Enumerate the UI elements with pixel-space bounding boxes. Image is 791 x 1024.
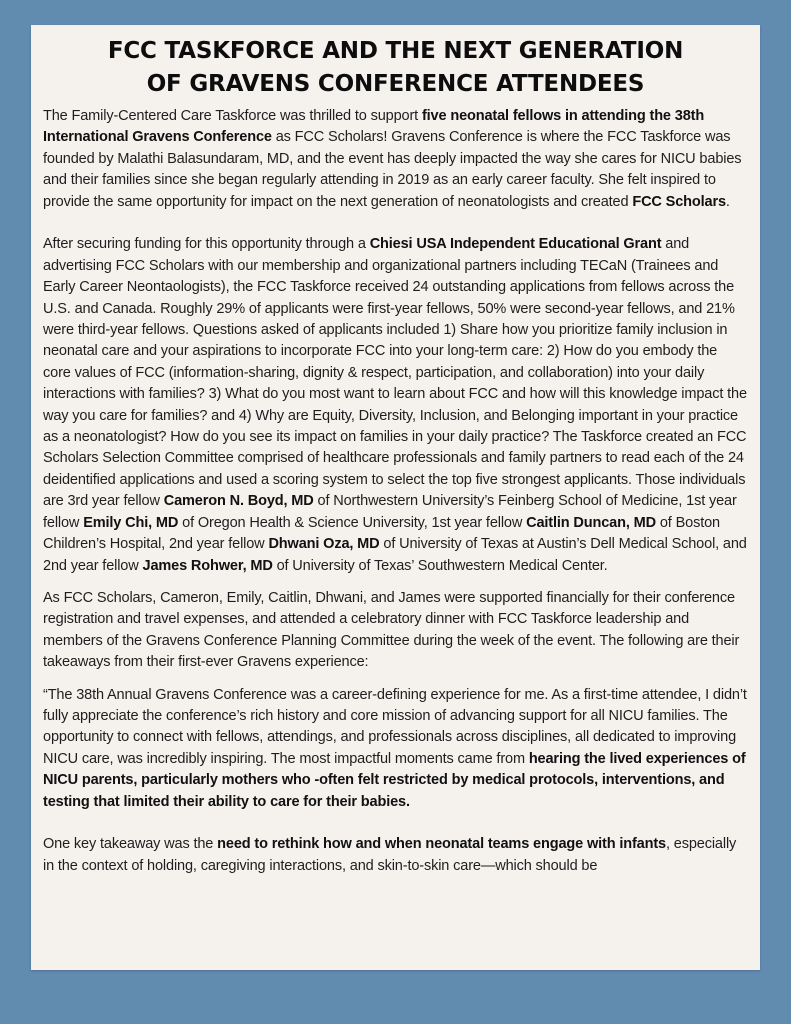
bold-text: James Rohwer, MD: [142, 557, 273, 574]
article-card: [31, 25, 760, 970]
text-segment: of Boston Children’s Hospital, 2nd year fellow: [43, 514, 720, 553]
text-segment: , especially in the context of holding, caregiving interactions, and skin-to-skin care—which should be: [43, 836, 737, 874]
bold-text: FCC Scholars: [632, 193, 726, 210]
bold-text: Caitlin Duncan, MD: [526, 514, 656, 531]
bold-text: hearing the lived experiences of NICU parents, particularly mothers who -often felt restricted by medical protocols, interventions, and testing that limited their ability to care for their babies.: [43, 750, 746, 810]
bold-text: need to rethink how and when neonatal teams engage with infants: [217, 836, 666, 853]
title-line-2: OF GRAVENS CONFERENCE ATTENDEES: [146, 71, 645, 97]
bold-text: Dhwani Oza, MD: [268, 536, 380, 553]
text-segment: .: [725, 193, 730, 210]
bold-text: Emily Chi, MD: [83, 514, 179, 531]
bold-text: five neonatal fellows in attending the 38th International Gravens Conference: [43, 108, 705, 146]
bold-text: Chiesi USA Independent Educational Grant: [369, 236, 662, 253]
text-segment: of University of Texas at Austin’s Dell Medical School, and 2nd year fellow: [43, 536, 747, 574]
bold-text: Cameron N. Boyd, MD: [163, 493, 314, 510]
text-segment: of University of Texas’ Southwestern Medical Center.: [272, 557, 608, 574]
text-segment: After securing funding for this opportunity through a: [43, 236, 370, 253]
paragraph-intro: [43, 106, 748, 213]
paragraph-takeaway: [43, 834, 748, 877]
text-segment: of Oregon Health & Science University, 1st year fellow: [178, 514, 527, 531]
text-segment: As FCC Scholars, Cameron, Emily, Caitlin, Dhwani, and James were supported financially for their conference registration and travel expenses, and attended a celebratory dinner with FCC Taskforce leadership and members of the Gravens Conference Planning Committee during the week of the event. The following are their takeaways from their first-ever Gravens experience:: [43, 589, 740, 671]
article-title: [43, 35, 748, 101]
text-segment: The Family-Centered Care Taskforce was thrilled to support: [43, 108, 422, 124]
text-segment: as FCC Scholars! Gravens Conference is where the FCC Taskforce was founded by Malathi Balasundaram, MD, and the event has deeply impacted the way she cares for NICU babies and their families since she began regularly attending in 2019 as an early career faculty. She felt inspired to provide the same opportunity for impact on the next generation of neonatologists and created: [43, 129, 742, 210]
article-body: [43, 106, 748, 877]
text-segment: of Northwestern University’s Feinberg School of Medicine, 1st year fellow: [43, 493, 737, 531]
title-line-1: FCC TASKFORCE AND THE NEXT GENERATION: [107, 38, 684, 64]
paragraph-scholars-support: [43, 588, 748, 674]
text-segment: “The 38th Annual Gravens Conference was a career-defining experience for me. As a first-time attendee, I didn’t fully appreciate the conference’s rich history and core mission of advancing support for all NICU families. The opportunity to connect with fellows, attendings, and professionals across disciplines, all dedicated to improving NICU care, was incredibly inspiring. The most impactful moments came from: [43, 686, 747, 767]
text-segment: and advertising FCC Scholars with our membership and organizational partners including TECaN (Trainees and Early Career Neontaologists), the FCC Taskforce received 24 outstanding applications from fellows across the U.S. and Canada. Roughly 29% of applicants were first-year fellows, 50% were second-year fellows, and 21% were third-year fellows. Questions asked of applicants included 1) Share how you prioritize family inclusion in neonatal care and your aspirations to incorporate FCC into your long-term care: 2) How do you embody the core values of FCC (information-sharing, dignity & respect, participation, and collaboration) into your daily interactions with families? 3) What do you most want to learn about FCC and how will this knowledge impact the way you care for families? and 4) Why are Equity, Diversity, Inclusion, and Belonging important in your practice as a neonatologist? How do you see its impact on families in your daily practice? The Taskforce created an FCC Scholars Selection Committee comprised of healthcare professionals and family partners to read each of the 24 deidentified applications and used a scoring system to select the top five strongest applicants. Those individuals are 3rd year fellow: [43, 236, 747, 510]
text-segment: One key takeaway was the: [43, 836, 218, 853]
paragraph-selection: [43, 234, 748, 577]
paragraph-quote: [43, 685, 748, 813]
